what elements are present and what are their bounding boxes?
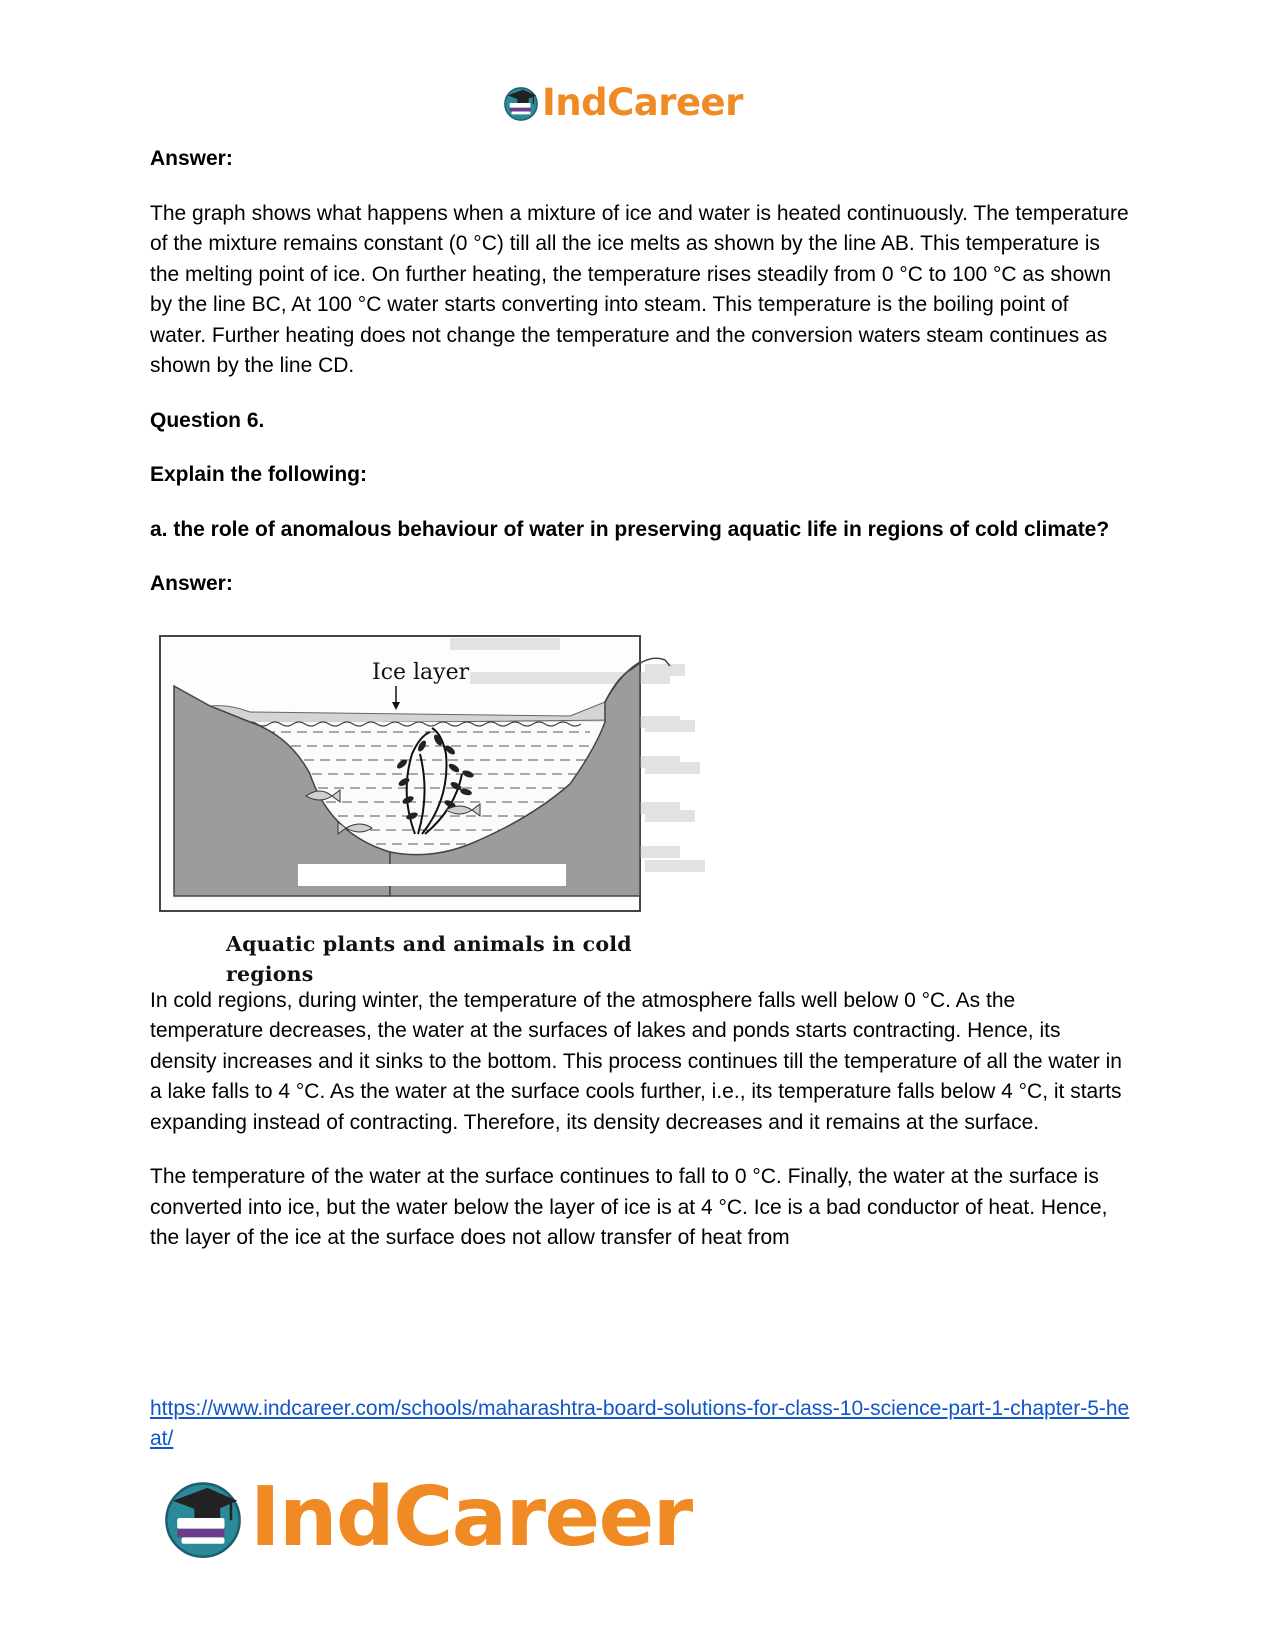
answer-paragraph: The graph shows what happens when a mixture of ice and water is heated continuously. The temperature of the mixture remains constant (0 °C) till all the ice melts as shown by the line AB. This temperature is the melting point of ice. On further heating, the temperature rises steadily from 0 °C to 100 °C as shown by the line BC, At 100 °C water starts converting into steam. This temperature is the boiling point of water. Further heating does not change the temperature and the conversion waters steam continues as shown by the line CD. — [150, 201, 1129, 377]
main-content — [150, 144, 1130, 1278]
graduation-cap-book-icon — [502, 84, 540, 122]
lake-diagram — [150, 624, 715, 986]
ice-layer-label: Ice layer — [372, 659, 470, 685]
logo-wordmark: IndCareer — [250, 1470, 692, 1565]
footer-logo[interactable] — [160, 1470, 692, 1565]
explanation-paragraph-2: The temperature of the water at the surface continues to fall to 0 °C. Finally, the water at the surface is converted into ice, but the water below the layer of ice is at 4 °C. Ice is a bad conductor of heat. Hence, the layer of the ice at the surface does not allow transfer of heat from — [150, 1165, 1108, 1249]
source-link[interactable]: https://www.indcareer.com/schools/maharashtra-board-solutions-for-class-10-science-part-1-chapter-5-heat/ — [150, 1397, 1130, 1450]
answer-label: Answer: — [150, 147, 233, 170]
figure-caption: Aquatic plants and animals in cold regions — [226, 931, 632, 986]
header-logo[interactable] — [502, 82, 743, 124]
answer-label-2: Answer: — [150, 572, 233, 595]
explanation-paragraph-1: In cold regions, during winter, the temperature of the atmosphere falls well below 0 °C. As the temperature decreases, the water at the surfaces of lakes and ponds starts contracting. Hence, its density increases and it sinks to the bottom. This process continues till the temperature of all the water in a lake falls to 4 °C. As the water at the surface cools further, i.e., its temperature falls below 4 °C, it starts expanding instead of contracting. Therefore, its density decreases and it remains at the surface. — [150, 988, 1122, 1134]
graduation-cap-book-icon — [160, 1475, 246, 1561]
question-number: Question 6. — [150, 408, 265, 432]
question-instruction: Explain the following: — [150, 463, 367, 486]
logo-wordmark: IndCareer — [542, 81, 743, 124]
question-part-a: a. the role of anomalous behaviour of water in preserving aquatic life in regions of cold climate? — [150, 517, 1110, 541]
